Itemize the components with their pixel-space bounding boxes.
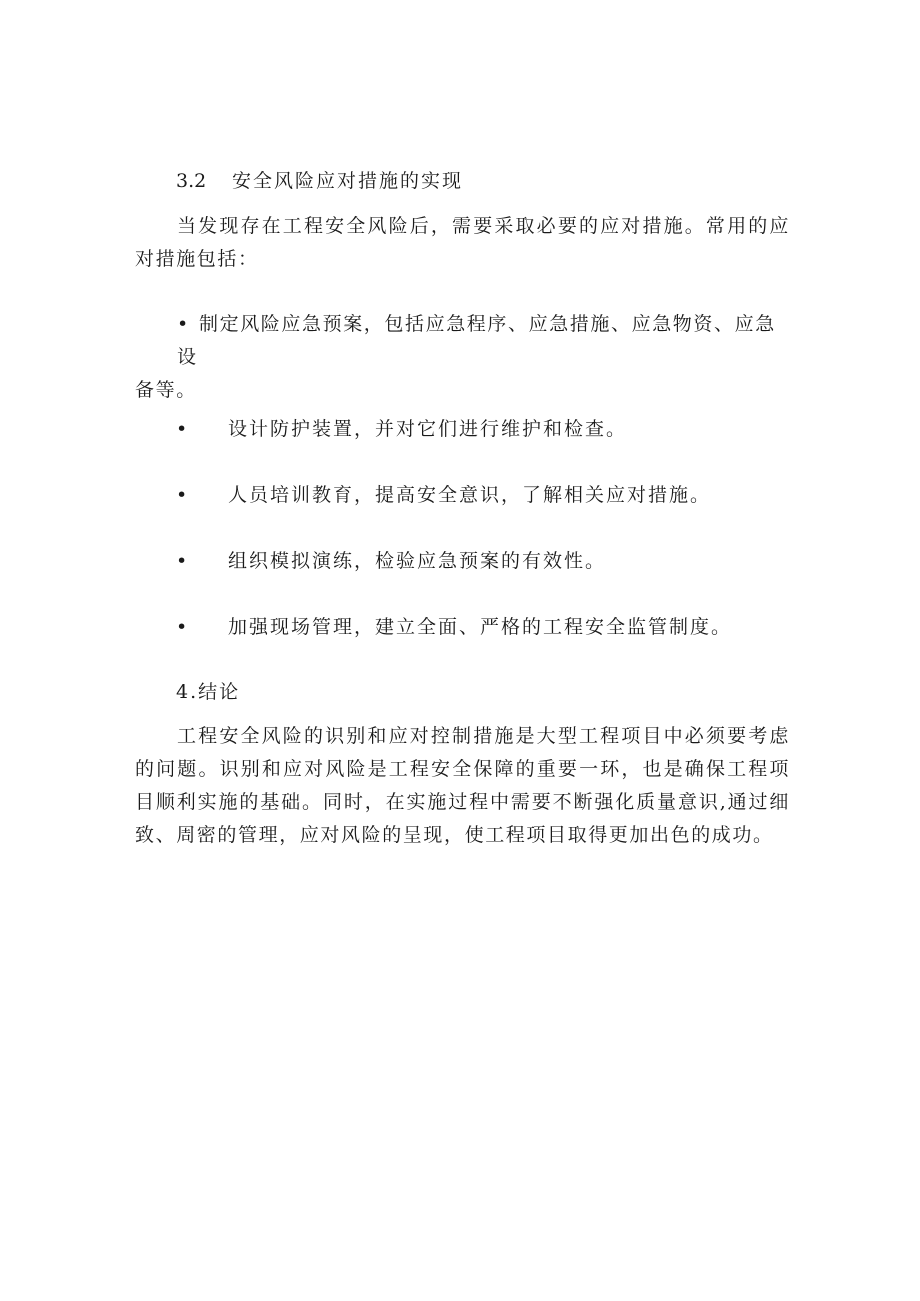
measure-item-3 [176, 480, 711, 507]
measure-item-5 [176, 612, 732, 639]
bullet-icon: • [176, 550, 188, 572]
measure-item-4-text: 组织模拟演练，检验应急预案的有效性。 [228, 550, 607, 572]
section-number: 3.2 [176, 170, 207, 192]
measure-item-1 [135, 308, 790, 407]
section-heading-3-2 [176, 166, 463, 193]
bullet-icon: • [176, 616, 188, 638]
measure-item-1-line-1: 制定风险应急预案，包括应急程序、应急措施、应急物资、应急设 [177, 313, 776, 368]
intro-paragraph: 当发现存在工程安全风险后，需要采取必要的应对措施。常用的应对措施包括： [135, 215, 790, 270]
bullet-icon: • [176, 418, 188, 440]
conclusion-paragraph: 工程安全风险的识别和应对控制措施是大型工程项目中必须要考虑的问题。识别和应对风险是工程安全保障的重要一环，也是确保工程项目顺利实施的基础。同时，在实施过程中需要不断强化质量意识,通过细致、周密的管理，应对风险的呈现，使工程项目取得更加出色的成功。 [135, 725, 790, 846]
section-title: 安全风险应对措施的实现 [232, 170, 464, 192]
bullet-icon: • [176, 484, 188, 506]
measure-item-1-line-2: 备等。 [135, 379, 197, 401]
bullet-icon: • [177, 313, 189, 335]
measure-item-4 [176, 546, 606, 573]
measure-item-3-text: 人员培训教育，提高安全意识，了解相关应对措施。 [228, 484, 712, 506]
conclusion-heading: 4.结论 [176, 681, 241, 703]
measure-item-2 [176, 414, 627, 441]
measure-item-5-text: 加强现场管理，建立全面、严格的工程安全监管制度。 [228, 616, 733, 638]
measure-item-2-text: 设计防护装置，并对它们进行维护和检查。 [228, 418, 628, 440]
